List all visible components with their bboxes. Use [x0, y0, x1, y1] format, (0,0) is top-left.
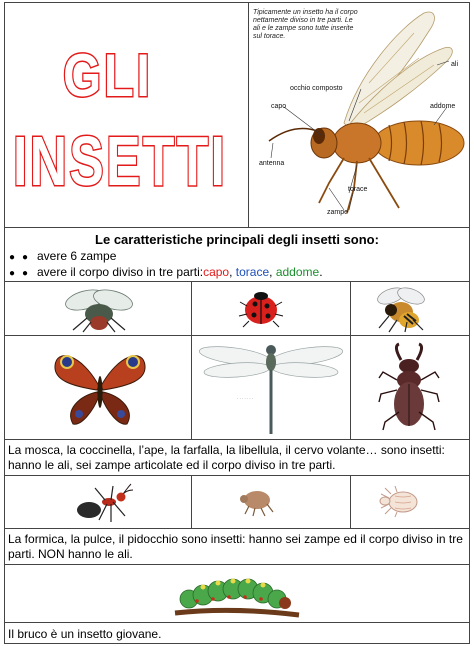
insect-row-1 [5, 282, 469, 336]
list-item [9, 249, 116, 263]
ladybug-icon [237, 288, 285, 330]
stag-beetle-icon [377, 342, 441, 434]
list-item [9, 265, 323, 279]
label-zampe: zampe [327, 209, 349, 216]
item-text: avere il corpo diviso in tre parti: [37, 265, 204, 279]
divider [191, 282, 192, 335]
label-addome: addome [430, 103, 456, 110]
label-occhio-composto: occhio composto [290, 85, 343, 92]
dragonfly-icon [197, 340, 345, 438]
divider [191, 336, 192, 439]
wasp-diagram-icon [249, 3, 471, 228]
worksheet [4, 2, 470, 644]
item-text: avere 6 zampe [37, 249, 117, 263]
paragraph-row-1 [5, 440, 469, 476]
paragraph-1: La mosca, la coccinella, l’ape, la farfalla, la libellula, il cervo volante… sono insetti: hanno le ali, sei zampe articolate ed il corpo diviso in tre parti. [8, 443, 445, 472]
paragraph-3: Il bruco è un insetto giovane. [8, 627, 162, 641]
characteristics-section [5, 228, 469, 282]
label-ali: ali [451, 61, 459, 68]
characteristics-heading: Le caratteristiche principali degli insetti sono: [95, 232, 379, 247]
paragraph-row-2 [5, 529, 469, 565]
title-line-2: INSETTI [13, 122, 228, 200]
flea-icon [239, 486, 275, 516]
paragraph-row-3 [5, 623, 469, 645]
header-section [5, 3, 469, 228]
divider [350, 476, 351, 528]
bullet-icon: ●● [9, 252, 36, 263]
caterpillar-row [5, 565, 469, 623]
label-capo: capo [271, 103, 287, 110]
label-antenna: antenna [259, 160, 285, 167]
bee-icon [367, 286, 435, 332]
insect-row-3 [5, 476, 469, 529]
title-line-1: GLI [63, 42, 153, 109]
part-capo: capo [203, 265, 230, 279]
separator: , [229, 265, 236, 279]
part-addome: addome [275, 265, 320, 279]
divider [350, 336, 351, 439]
insect-row-2 [5, 336, 469, 440]
divider [350, 282, 351, 335]
paragraph-2: La formica, la pulce, il pidocchio sono insetti: hanno sei zampe ed il corpo diviso in tre parti. NON hanno le ali. [8, 532, 463, 561]
fly-icon [63, 286, 135, 332]
separator: . [319, 265, 323, 279]
caterpillar-icon [173, 571, 301, 621]
svg-text:· · · · · · ·: · · · · · · · [237, 396, 253, 401]
bullet-icon: ●● [9, 268, 36, 279]
diagram-caption: Tipicamente un insetto ha il corpo nettamente diviso in tre parti. Le ali e le zampe sono tutte inserite sul torace. [253, 9, 358, 40]
label-torace: torace [348, 186, 368, 193]
part-torace: torace [235, 265, 270, 279]
butterfly-icon [51, 348, 149, 428]
divider [191, 476, 192, 528]
louse-icon [377, 484, 421, 518]
ant-icon [69, 482, 133, 526]
separator: , [269, 265, 276, 279]
